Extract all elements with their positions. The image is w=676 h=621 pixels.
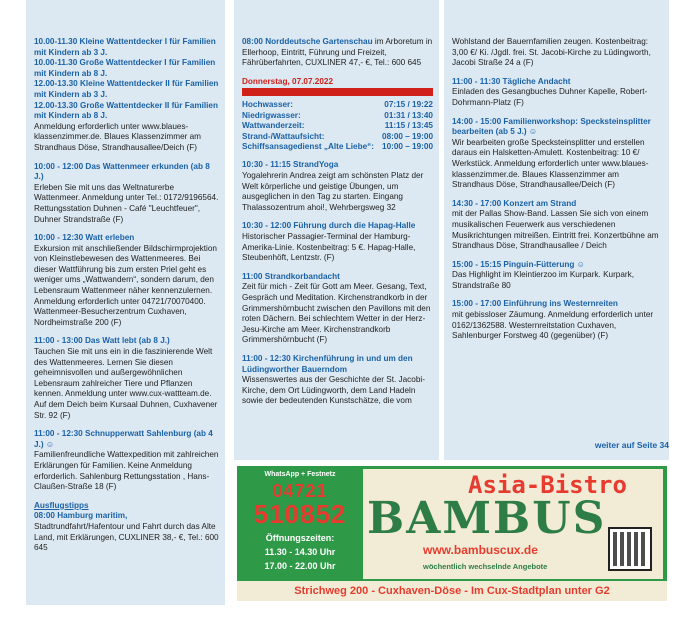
event-title: 12.00-13.30 Große Wattentdecker II für Familien mit Kindern ab 8 J. <box>34 100 218 121</box>
ad-phone-number: 510852 <box>253 499 347 529</box>
date-divider <box>242 88 433 96</box>
ad-website[interactable]: www.bambuscux.de <box>423 543 538 557</box>
ad-phone-prefix: 04721 <box>272 481 328 501</box>
event-yoga <box>242 160 433 213</box>
event-gartenschau <box>242 37 433 69</box>
ad-asia-bistro: Asia-Bistro <box>468 471 627 499</box>
tide-row <box>242 111 433 121</box>
advertisement <box>237 466 667 601</box>
event-hapag <box>242 221 433 263</box>
event-body: Anmeldung erforderlich unter www.blaues-klassenzimmer.de. Blaues Klassenzimmer am Strandhaus Döse, Strandhausallee/Deich (F) <box>34 121 201 152</box>
event-body: Yogalehrerin Andrea zeigt am schönsten Platz der Welt körperliche und geistige Übungen, um ausgeglichen in den Tag zu starten. Eingang Thalassozentrum ahoi!, Wehrbergsweg 32 <box>242 171 424 212</box>
tide-value: 08:00 – 19:00 <box>382 131 433 141</box>
ad-address: Strichweg 200 - Cuxhaven-Döse - Im Cux-Stadtplan unter G2 <box>237 581 667 601</box>
event-body: Familienfreundliche Wattexpedition mit zahlreichen Erklärungen für Familien. Keine Anmeldung erforderlich. Sahlenburg Rettungsstation , Hans-Claußen-Straße 18 (F) <box>34 450 219 492</box>
event-title: 10.00-11.30 Kleine Wattentdecker I für Familien mit Kindern ab 3 J. <box>34 37 216 57</box>
event-1 <box>34 37 219 58</box>
event-speckstein <box>452 117 663 191</box>
event-body: Das Highlight im Kleintierzoo im Kurpark. Kurpark, Strandstraße 80 <box>452 270 635 290</box>
event-body: Zeit für mich - Zeit für Gott am Meer. Gesang, Text, Gespräch und Meditation. Kirchenstrandkorb in der Grimmershörnbucht zwischen den Pavillons mit den roten Dächern. Bei schlechtem Wetter in der Herz-Jesu-Kirche am Meer. Kirchenstrandkorb Grimmershörnbucht (F) <box>242 282 431 345</box>
event-body: mit gebissloser Zäumung. Anmeldung erforderlich unter 0162/1362588. Westernreitstation Cuxhaven, Sahlenburger Forstweg 40 (gegenüber) (F) <box>452 310 654 341</box>
event-8 <box>34 429 219 493</box>
event-body: Historischer Passagier-Terminal der Hamburg-Amerika-Linie. Kostenbeitrag: 5 €. Hapag-Halle, Steubenhöft, Lentzstr. (F) <box>242 231 416 263</box>
event-2 <box>34 58 219 79</box>
tide-label: Schiffsansagedienst „Alte Liebe“: <box>242 142 374 151</box>
continued-link[interactable]: weiter auf Seite 34 <box>594 440 669 450</box>
tide-row <box>242 132 433 142</box>
event-konzert <box>452 199 663 252</box>
event-title: 11:00 - 12:30 Kirchenführung in und um den Lüdingworther Bauerndom <box>242 353 413 374</box>
event-title: 15:00 - 15:15 Pinguin-Fütterung ☺ <box>452 259 586 269</box>
tide-row <box>242 100 433 110</box>
tide-row <box>242 121 433 131</box>
ad-contact-panel <box>240 469 357 579</box>
ad-brand-logo: BAMBUS <box>367 493 607 544</box>
event-body: Exkursion mit anschließender Bildschirmprojektion von Kleinstlebewesen des Wattenmeeres. Bei dieser Wattführung bis zum ersten Priel geht es weniger ums „Wattwandern“, sondern darum, den Lebensraum Wattenmeer näher kennenzulernen. Anmeldung erforderlich unter 04721/70070400. Wattenmeer-Besucherzentrum Cuxhaven, Nordheimstraße 200 (F) <box>34 243 217 327</box>
event-body: Tauchen Sie mit uns ein in die faszinierende Welt des Wattenmeeres. Lernen Sie diesen geheimnisvollen und außergewöhnlichen Lebensraum zahlreicher Tiere und Pflanzen kennen. Anmeldung unter www.cux-wattteam.de. Auf dem Deich beim Kursaal Duhnen, Cuxhavener Str. 92 (F) <box>34 347 218 420</box>
event-continued: Wohlstand der Bauernfamilien zeugen. Kostenbeitrag: 3,00 €/ Ki. /Jgdl. frei. St. Jacobi-Kirche zu Lüdingworth, Jacobi Straße 24 a (F) <box>452 37 651 68</box>
event-3 <box>34 79 219 100</box>
tide-value: 10:00 – 19:00 <box>382 142 433 151</box>
ad-hours-title: Öffnungszeiten: <box>265 533 335 543</box>
event-western <box>452 299 663 341</box>
event-body: Einladen des Gesangbuches Duhner Kapelle, Robert-Dohrmann-Platz (F) <box>452 87 648 107</box>
ad-hours-1: 11.30 - 14.30 Uhr <box>264 547 336 557</box>
tide-value: 07:15 / 19:22 <box>384 100 433 110</box>
ad-weekly-offers: wöchentlich wechselnde Angebote <box>423 562 548 571</box>
tide-value: 11:15 / 13:45 <box>384 121 433 131</box>
column-2 <box>234 0 439 460</box>
tide-label: Niedrigwasser: <box>242 110 301 120</box>
event-pinguin <box>452 260 663 292</box>
tide-value: 01:31 / 13:40 <box>384 110 433 120</box>
tide-label: Strand-/Wattaufsicht: <box>242 131 325 141</box>
event-andacht <box>242 272 433 346</box>
ad-hours-2: 17.00 - 22.00 Uhr <box>264 561 336 571</box>
column-1 <box>26 0 225 605</box>
event-body: Wir bearbeiten große Specksteinsplitter und erstellen daraus ein Halsketten-Amulett. Kostenbeitrag: 10 €/ Werkstück. Anmeldung erforderlich unter www.blaues-klassenzimmer.de. Blaues Klassenzimmer am Strandhaus Döse, Strandhausallee/Deich (F) <box>452 137 649 190</box>
event-andacht-taeglich <box>452 77 663 109</box>
ad-brand-panel <box>363 469 663 579</box>
event-6 <box>34 233 219 328</box>
tide-table <box>242 100 433 152</box>
event-title: 14:30 - 17:00 Konzert am Strand <box>452 198 577 208</box>
event-title: 11:00 - 12:30 Schnupperwatt Sahlenburg (ab 4 J.) ☺ <box>34 429 213 449</box>
event-title: 15:00 - 17:00 Einführung ins Westernreiten <box>452 299 618 309</box>
event-title: 11:00 Strandkorbandacht <box>242 271 340 281</box>
event-4 <box>34 101 219 154</box>
event-title: 10:30 - 11:15 StrandYoga <box>242 160 339 170</box>
section-heading: Ausflugstipps <box>34 500 89 510</box>
event-title: 11:00 - 11:30 Tägliche Andacht <box>452 76 571 86</box>
event-title: 10:00 - 12:00 Das Wattenmeer erkunden (ab 8 J.) <box>34 161 210 182</box>
event-title: 10:00 - 12:30 Watt erleben <box>34 233 135 243</box>
event-title: 10.00-11.30 Große Wattentdecker I für Familien mit Kindern ab 8 J. <box>34 58 216 78</box>
event-body: im Arboretum in Ellerhoop, Eintritt, Führung und Freizeit, Fährüberfahrten, CUXLINER 47,- €, Tel.: 600 645 <box>242 37 433 68</box>
tide-label: Wattwanderzeit: <box>242 121 305 131</box>
event-title: 12.00-13.30 Kleine Wattentdecker II für Familien mit Kindern ab 3 J. <box>34 79 219 99</box>
event-7 <box>34 336 219 421</box>
event-title: 14:00 - 15:00 Familienworkshop: Specksteinsplitter bearbeiten (ab 5 J.) ☺ <box>452 116 651 137</box>
event-title: 11:00 - 13:00 Das Watt lebt (ab 8 J.) <box>34 336 170 346</box>
event-body: mit der Pallas Show-Band. Lassen Sie sich von einem musikalischen Feuerwerk aus verschiedenen Musikrichtungen mitreißen. Eintritt frei. Konzertbühne am Strandhaus Döse, Strandhausallee / Deich <box>452 209 659 251</box>
event-excursion <box>34 511 219 553</box>
tide-row <box>242 142 433 152</box>
ad-whatsapp: WhatsApp + Festnetz <box>264 471 336 478</box>
event-title: 08:00 Norddeutsche Gartenschau <box>242 37 373 46</box>
event-body: Erleben Sie mit uns das Weltnaturerbe Wattenmeer. Anmeldung unter Tel.: 0172/9196564. Rettungsstation Duhnen - Café "Leuchtfeuer", Duhner Strandstraße (F) <box>34 182 219 224</box>
event-title: 08:00 Hamburg maritim, <box>34 511 128 521</box>
event-body: Stadtrundfahrt/Hafentour und Fahrt durch das Alte Land, mit Erklärungen, CUXLINER 38,- €, Tel.: 600 645 <box>34 521 219 553</box>
column-3 <box>444 0 669 460</box>
event-kirche <box>242 354 433 407</box>
tide-label: Hochwasser: <box>242 100 293 110</box>
event-5 <box>34 162 219 226</box>
qr-code-icon[interactable] <box>608 527 652 571</box>
date-header: Donnerstag, 07.07.2022 <box>242 76 334 86</box>
event-body: Wissenswertes aus der Geschichte der St. Jacobi-Kirche, dem Ort Lüdingworth, dem Land Hadeln sowie der bedeutenden Kunstschätze, die vom <box>242 375 425 406</box>
event-title: 10:30 - 12:00 Führung durch die Hapag-Halle <box>242 221 416 231</box>
